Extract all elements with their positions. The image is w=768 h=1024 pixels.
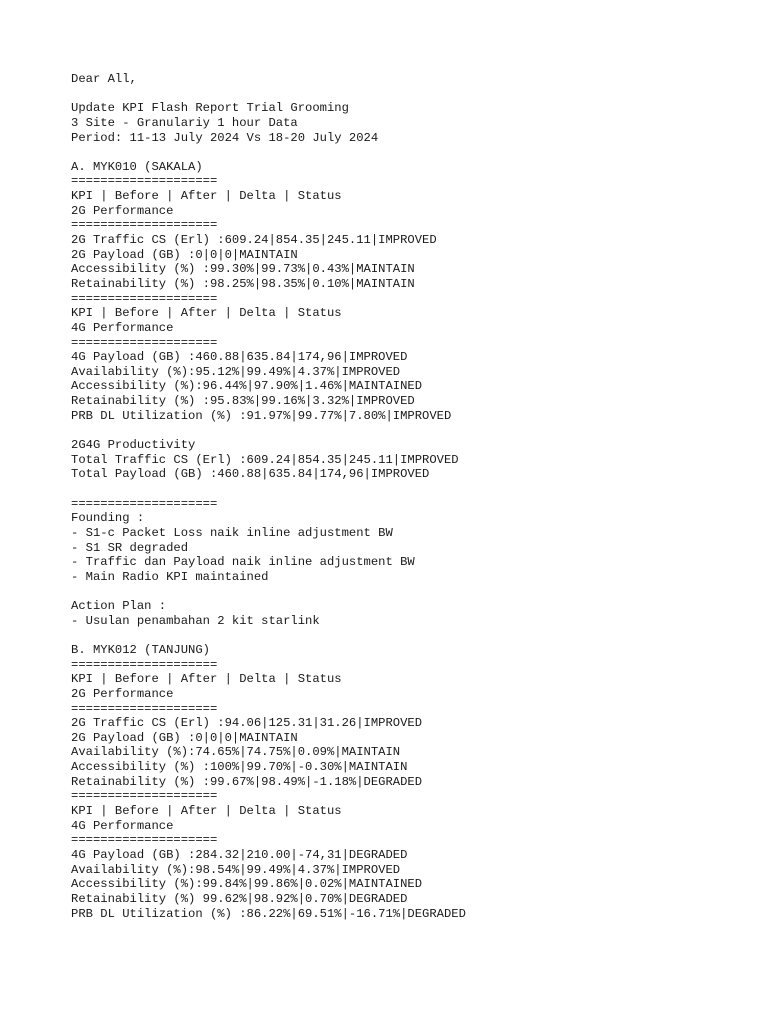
text-line: 2G4G Productivity: [71, 438, 196, 453]
text-line: - S1-c Packet Loss naik inline adjustment BW: [71, 525, 393, 540]
blank-line: [71, 628, 751, 643]
text-line: 2G Traffic CS (Erl) :609.24|854.35|245.11|IMPROVED: [71, 233, 437, 248]
text-line: KPI | Before | After | Delta | Status: [71, 189, 342, 204]
text-line: ====================: [71, 496, 218, 511]
text-line: Retainability (%) :95.83%|99.16%|3.32%|IMPROVED: [71, 394, 415, 409]
text-line: KPI | Before | After | Delta | Status: [71, 672, 342, 687]
text-line: 2G Performance: [71, 686, 174, 701]
text-line: Availability (%):98.54%|99.49%|4.37%|IMPROVED: [71, 862, 401, 877]
text-line: Retainability (%) :98.25%|98.35%|0.10%|MAINTAIN: [71, 276, 415, 291]
text-line: Total Traffic CS (Erl) :609.24|854.35|245.11|IMPROVED: [71, 452, 459, 467]
text-line: Action Plan :: [71, 599, 167, 614]
text-line: B. MYK012 (TANJUNG): [71, 642, 210, 657]
text-line: ====================: [71, 291, 218, 306]
text-line: 4G Performance: [71, 320, 174, 335]
text-line: Retainability (%) :99.67%|98.49%|-1.18%|DEGRADED: [71, 774, 423, 789]
text-line: ====================: [71, 833, 218, 848]
text-line: Retainability (%) 99.62%|98.92%|0.70%|DEGRADED: [71, 891, 408, 906]
text-line: Period: 11-13 July 2024 Vs 18-20 July 2024: [71, 130, 379, 145]
text-line: 2G Payload (GB) :0|0|0|MAINTAIN: [71, 247, 298, 262]
text-line: ====================: [71, 701, 218, 716]
document-body: [71, 72, 751, 921]
text-line: - S1 SR degraded: [71, 540, 189, 555]
text-line: 2G Payload (GB) :0|0|0|MAINTAIN: [71, 730, 298, 745]
text-line: - Main Radio KPI maintained: [71, 569, 269, 584]
text-line: - Traffic dan Payload naik inline adjustment BW: [71, 555, 415, 570]
text-line: ====================: [71, 174, 218, 189]
text-line: Accessibility (%) :100%|99.70%|-0.30%|MAINTAIN: [71, 760, 408, 775]
text-line: 3 Site - Granulariy 1 hour Data: [71, 115, 298, 130]
text-line: Update KPI Flash Report Trial Grooming: [71, 101, 349, 116]
text-line: A. MYK010 (SAKALA): [71, 159, 203, 174]
text-line: 2G Performance: [71, 203, 174, 218]
text-line: KPI | Before | After | Delta | Status: [71, 804, 342, 819]
text-line: Founding :: [71, 511, 145, 526]
blank-line: [71, 87, 751, 102]
text-line: - Usulan penambahan 2 kit starlink: [71, 613, 320, 628]
blank-line: [71, 482, 751, 497]
text-line: ====================: [71, 218, 218, 233]
text-line: 4G Payload (GB) :284.32|210.00|-74,31|DEGRADED: [71, 847, 408, 862]
text-line: KPI | Before | After | Delta | Status: [71, 306, 342, 321]
text-line: Availability (%):95.12%|99.49%|4.37%|IMPROVED: [71, 364, 401, 379]
blank-line: [71, 145, 751, 160]
text-line: ====================: [71, 789, 218, 804]
text-line: 4G Payload (GB) :460.88|635.84|174,96|IMPROVED: [71, 350, 408, 365]
text-line: Total Payload (GB) :460.88|635.84|174,96|IMPROVED: [71, 467, 430, 482]
text-line: Accessibility (%):96.44%|97.90%|1.46%|MAINTAINED: [71, 379, 423, 394]
blank-line: [71, 423, 751, 438]
text-line: 4G Performance: [71, 818, 174, 833]
text-line: PRB DL Utilization (%) :86.22%|69.51%|-16.71%|DEGRADED: [71, 906, 466, 921]
text-line: ====================: [71, 657, 218, 672]
text-line: Dear All,: [71, 72, 137, 86]
blank-line: [71, 584, 751, 599]
text-line: Availability (%):74.65%|74.75%|0.09%|MAINTAIN: [71, 745, 401, 760]
text-line: Accessibility (%):99.84%|99.86%|0.02%|MAINTAINED: [71, 877, 423, 892]
text-line: PRB DL Utilization (%) :91.97%|99.77%|7.80%|IMPROVED: [71, 408, 452, 423]
text-line: 2G Traffic CS (Erl) :94.06|125.31|31.26|IMPROVED: [71, 716, 423, 731]
text-line: Accessibility (%) :99.30%|99.73%|0.43%|MAINTAIN: [71, 262, 415, 277]
text-line: ====================: [71, 335, 218, 350]
